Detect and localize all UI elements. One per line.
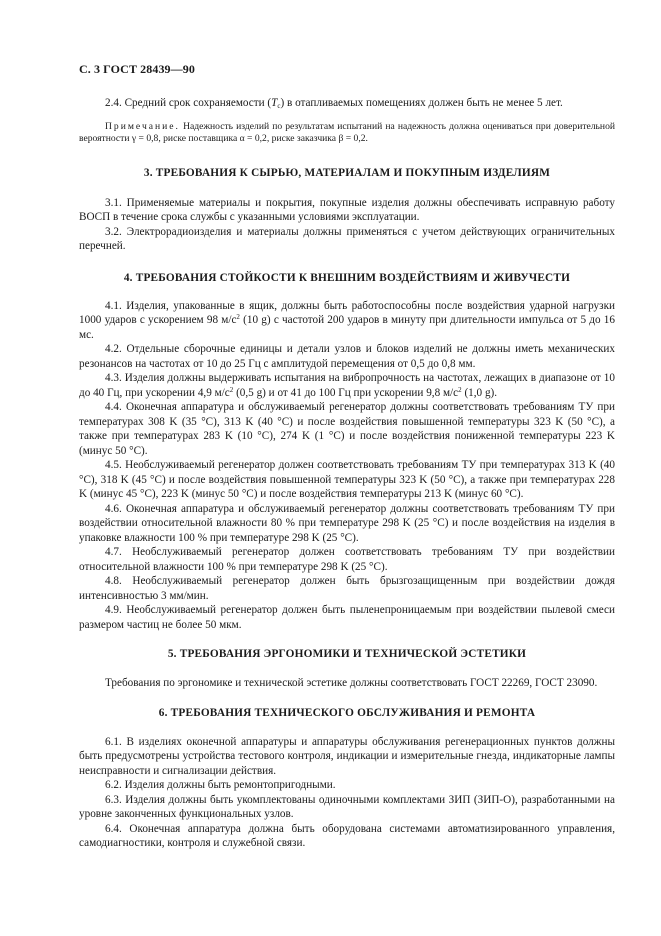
paragraph-4-3-part-3: (1,0 g). — [461, 386, 498, 399]
symbol-t: T — [271, 97, 278, 109]
page-header: С. 3 ГОСТ 28439—90 — [79, 62, 195, 76]
paragraph-4-1 — [79, 299, 615, 343]
paragraph-4-7: 4.7. Необслуживаемый регенератор должен соответствовать требованиям ТУ при воздействии относительной влажности 100 % при температуре 298 K (25 °C). — [79, 546, 615, 573]
paragraph-4-3-part-2: (0,5 g) и от 41 до 100 Гц при ускорении 9,8 м/с — [233, 386, 459, 399]
paragraph-4-9: 4.9. Необслуживаемый регенератор должен быть пыленепроницаемым при воздействии пылевой смеси размером частиц не более 50 мкм. — [79, 604, 615, 631]
paragraph-5: Требования по эргономике и технической эстетике должны соответствовать ГОСТ 22269, ГОСТ 23090. — [105, 677, 598, 689]
paragraph-6-1: 6.1. В изделиях оконечной аппаратуры и аппаратуры обслуживания регенерационных пунктов должны быть предусмотрены устройства тестового контроля, индикации и измерительные гнезда, индикаторные лампы неисправности и сигнализации действия. — [79, 735, 615, 777]
note-paragraph — [79, 121, 615, 146]
paragraph-2-4-text-end: ) в отапливаемых помещениях должен быть не менее 5 лет. — [280, 97, 563, 109]
paragraph-4-1-text-end: (10 g) с частотой 200 ударов в минуту при длительности импульса от 5 до 16 мс. — [79, 314, 615, 341]
paragraph-4-1-text-start: 4.1. Изделия, упакованные в ящик, должны быть работоспособны после воздействия ударной нагрузки 1000 ударов с ускорением 98 м/с — [79, 299, 615, 326]
superscript: 2 — [458, 385, 462, 394]
note-text: Надежность изделий по результатам испытаний на надежность должна оцениваться при доверительной вероятности γ = 0,8, риске поставщика α = 0,2, риске заказчика β = 0,2. — [79, 120, 616, 144]
paragraph-4-3-part-1: 4.3. Изделия должны выдерживать испытания на вибропрочность на частотах, лежащих в диапазоне от 10 до 40 Гц, при ускорении 4,9 м/с — [79, 372, 615, 399]
paragraph-6-3: 6.3. Изделия должны быть укомплектованы одиночными комплектами ЗИП (ЗИП-О), разработанными на уровне законченных функциональных узлов. — [79, 793, 615, 820]
paragraph-2-4-text-start: 2.4. Средний срок сохраняемости ( — [105, 97, 272, 109]
paragraph-4-8: 4.8. Необслуживаемый регенератор должен быть брызгозащищенным при воздействии дождя интенсивностью 3 мм/мин. — [79, 575, 615, 602]
paragraph-4-3 — [79, 371, 615, 400]
section-5-title: 5. ТРЕБОВАНИЯ ЭРГОНОМИКИ И ТЕХНИЧЕСКОЙ ЭСТЕТИКИ — [167, 648, 527, 660]
superscript: 2 — [229, 385, 234, 394]
paragraph-4-6: 4.6. Оконечная аппаратура и обслуживаемый регенератор должны соответствовать требованиям ТУ при воздействии относительной влажности 80 % при температуре 298 K (25 °C) и после воздействия на изделия в упаковке влажности 100 % при температуре 298 K (25 °C). — [79, 502, 615, 544]
note-label: Примечание. — [105, 120, 180, 132]
superscript: 2 — [236, 313, 240, 321]
section-3-title: 3. ТРЕБОВАНИЯ К СЫРЬЮ, МАТЕРИАЛАМ И ПОКУПНЫМ ИЗДЕЛИЯМ — [143, 166, 551, 179]
symbol-subscript: c — [277, 102, 281, 110]
paragraph-2-4 — [79, 96, 615, 111]
paragraph-3-1: 3.1. Применяемые материалы и покрытия, покупные изделия должны обеспечивать исправную работу ВОСП в течение срока службы с указанными условиями эксплуатации. — [79, 196, 615, 223]
paragraph-3-2: 3.2. Электрорадиоизделия и материалы должны применяться с учетом действующих ограничительных перечней. — [79, 225, 615, 252]
paragraph-4-5: 4.5. Необслуживаемый регенератор должен соответствовать требованиям ТУ при температурах 313 K (40 °C), 318 K (45 °C) и после воздействия повышенной температуры 323 K (50 °C), а также при температурах 228 K (минус 45 °C), 223 K (минус 50 °C) и после воздействия температуры 213 K (минус 60 °C). — [79, 459, 615, 500]
paragraph-6-2: 6.2. Изделия должны быть ремонтопригодными. — [105, 779, 336, 791]
paragraph-6-4: 6.4. Оконечная аппаратура должна быть оборудована системами автоматизированного управления, самодиагностики, контроля и служебной связи. — [79, 822, 615, 849]
paragraph-4-2: 4.2. Отдельные сборочные единицы и детали узлов и блоков изделий не должны иметь механических резонансов на частотах от 10 до 25 Гц с амплитудой перемещения от 0,5 до 0,8 мм. — [79, 343, 615, 370]
section-6-title: 6. ТРЕБОВАНИЯ ТЕХНИЧЕСКОГО ОБСЛУЖИВАНИЯ И РЕМОНТА — [158, 706, 536, 719]
section-4-title: 4. ТРЕБОВАНИЯ СТОЙКОСТИ К ВНЕШНИМ ВОЗДЕЙСТВИЯМ И ЖИВУЧЕСТИ — [123, 271, 571, 284]
paragraph-4-4: 4.4. Оконечная аппаратура и обслуживаемый регенератор должны соответствовать требованиям ТУ при температурах 308 K (35 °C), 313 K (40 °C) и после воздействия повышенной температуры 323 K (50 °C), а также при температурах 283 K (10 °C), 274 K (1 °C) и после воздействия пониженной температуры 223 K (минус 50 °C). — [79, 401, 615, 457]
